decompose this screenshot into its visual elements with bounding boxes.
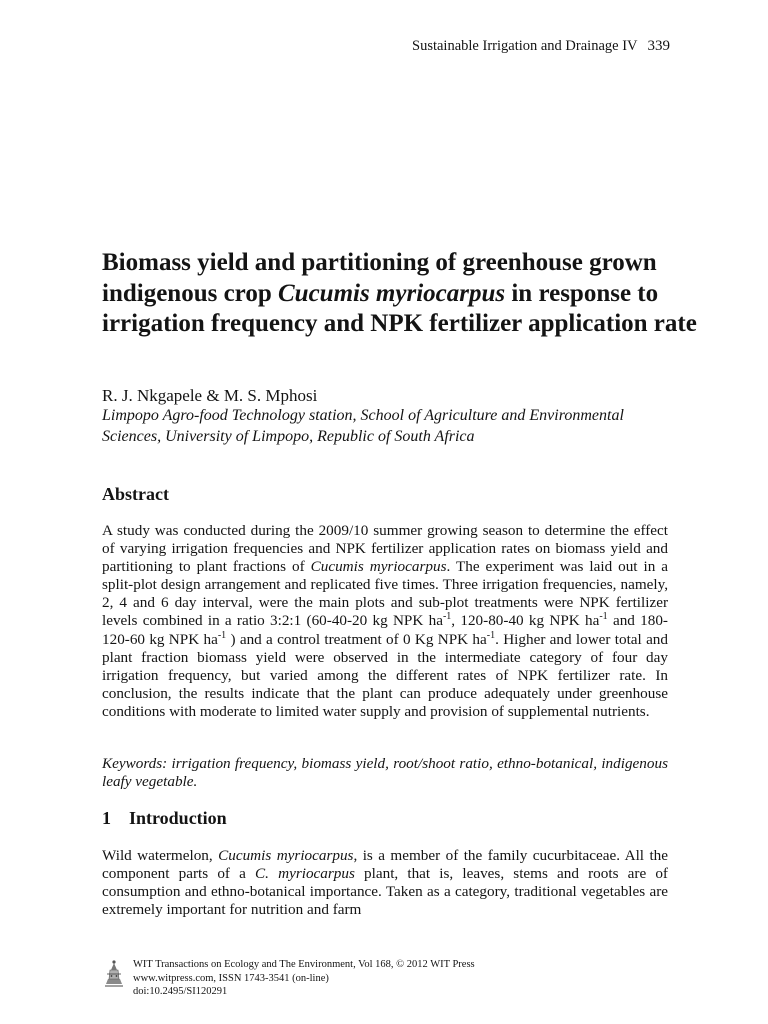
abstract-text bbox=[102, 522, 668, 721]
footer-text bbox=[133, 958, 475, 999]
intro-text-1: Wild watermelon, bbox=[102, 847, 219, 864]
exponent: -1 bbox=[217, 629, 227, 641]
footer-line-1: WIT Transactions on Ecology and The Environment, Vol 168, © 2012 WIT Press bbox=[133, 959, 475, 970]
abstract-text-4: and 180-120-60 kg NPK ha bbox=[102, 612, 668, 648]
keywords: Keywords: irrigation frequency, biomass yield, root/shoot ratio, ethno-botanical, indigenous leafy vegetable. bbox=[102, 755, 668, 791]
section-number: 1 bbox=[102, 808, 111, 828]
intro-text-3: plant, that is, leaves, stems and roots are of consumption and ethno-botanical importance. Taken as a category, traditional vegetables are extremely important for nutrition and farm bbox=[102, 865, 668, 919]
exponent: -1 bbox=[486, 629, 496, 641]
abstract-text-3: , 120-80-40 kg NPK ha bbox=[451, 612, 600, 630]
affiliation: Limpopo Agro-food Technology station, School of Agriculture and Environmental Sciences, University of Limpopo, Republic of South Africa bbox=[102, 407, 624, 445]
exponent: -1 bbox=[599, 611, 608, 623]
introduction-text bbox=[102, 847, 668, 919]
introduction-heading bbox=[102, 808, 227, 829]
abstract-heading: Abstract bbox=[102, 484, 169, 504]
section-title: Introduction bbox=[129, 808, 227, 828]
title-species: Cucumis myriocarpus bbox=[277, 279, 506, 307]
footer-line-2: www.witpress.com, ISSN 1743-3541 (on-line) bbox=[133, 972, 329, 984]
abstract-text-6: . Higher and lower total and plant fraction biomass yield were observed in the intermediate category of four day irrigation frequency, but varied among the different rates of NPK fertilizer rate. In conclusion, the results indicate that the plant can produce adequately under greenhouse conditions with moderate to limited water supply and provision of supplemental nutrients. bbox=[102, 630, 668, 720]
abstract-species: Cucumis myriocarpus bbox=[310, 558, 447, 576]
page-number: 339 bbox=[647, 38, 670, 54]
journal-name: Sustainable Irrigation and Drainage IV bbox=[412, 38, 638, 54]
paper-title bbox=[102, 248, 702, 340]
authors: R. J. Nkgapele & M. S. Mphosi bbox=[102, 386, 318, 405]
abstract-text-5: ) and a control treatment of 0 Kg NPK ha bbox=[226, 630, 487, 648]
intro-text-2: , is a member of the family cucurbitaceae. All the component parts of a bbox=[102, 847, 669, 883]
intro-species-short: C. myriocarpus bbox=[255, 865, 355, 883]
abstract-text-1: A study was conducted during the 2009/10 summer growing season to determine the effect of varying irrigation frequencies and NPK fertilizer application rates on biomass yield and partitioning to plant fractions of bbox=[102, 522, 668, 576]
title-part-1: Biomass yield and partitioning of greenhouse grown indigenous crop bbox=[102, 249, 657, 307]
abstract-text-2: . The experiment was laid out in a split-plot design arrangement and replicated five times. Three irrigation frequencies, namely, 2, 4 and 6 day interval, were the main plots and sub-plot treatments were NPK fertilizer levels combined in a ratio 3:2:1 (60-40-20 kg NPK ha bbox=[102, 558, 668, 630]
wit-press-logo-icon bbox=[102, 958, 126, 988]
title-part-2: in response to irrigation frequency and NPK fertilizer application rate bbox=[102, 279, 697, 337]
footer-line-3: doi:10.2495/SI120291 bbox=[133, 986, 228, 997]
running-header bbox=[412, 38, 670, 55]
exponent: -1 bbox=[442, 611, 452, 623]
intro-species: Cucumis myriocarpus bbox=[218, 847, 354, 864]
